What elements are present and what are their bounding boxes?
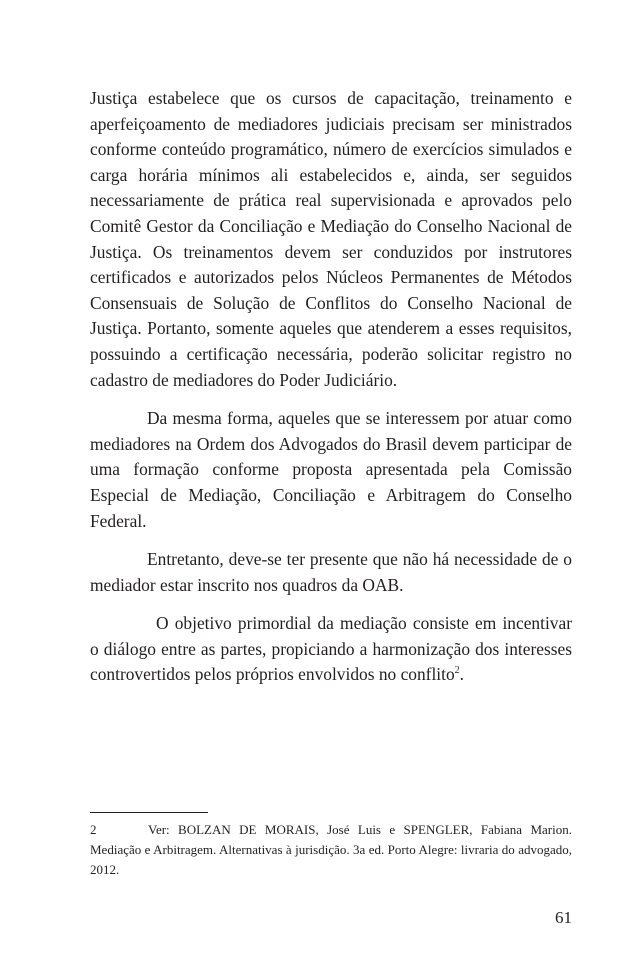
footnote-reference[interactable]: 2	[454, 665, 460, 677]
page-body	[90, 86, 572, 688]
page-number: 61	[555, 908, 572, 927]
paragraph-1: Justiça estabelece que os cursos de capacitação, treinamento e aperfeiçoamento de mediadores judiciais precisam ser ministrados conforme conteúdo programático, número de exercícios simulados e carga horária mínimos ali estabelecidos e, ainda, ser seguidos necessariamente de prática real supervisionada e aprovados pelo Comitê Gestor da Conciliação e Mediação do Conselho Nacional de Justiça. Os treinamentos devem ser conduzidos por instrutores certificados e autorizados pelos Núcleos Permanentes de Métodos Consensuais de Solução de Conflitos do Conselho Nacional de Justiça. Portanto, somente aqueles que atenderem a esses requisitos, possuindo a certificação necessária, poderão solicitar registro no cadastro de mediadores do Poder Judiciário.	[90, 88, 572, 390]
footnote-text: Ver: BOLZAN DE MORAIS, José Luis e SPENGLER, Fabiana Marion. Mediação e Arbitragem. Alternativas à jurisdição. 3a ed. Porto Alegre: livraria do advogado, 2012.	[90, 822, 572, 877]
paragraph-3: Entretanto, deve-se ter presente que não há necessidade de o mediador estar inscrito nos quadros da OAB.	[90, 549, 572, 595]
footnote-number: 2	[90, 822, 97, 837]
paragraph-4	[90, 611, 572, 688]
footnote	[90, 820, 572, 880]
footnote-divider	[90, 812, 208, 813]
paragraph-2: Da mesma forma, aqueles que se interessem por atuar como mediadores na Ordem dos Advogados do Brasil devem participar de uma formação conforme proposta apresentada pela Comissão Especial de Mediação, Conciliação e Arbitragem do Conselho Federal.	[90, 408, 572, 531]
paragraph-4-text: O objetivo primordial da mediação consiste em incentivar o diálogo entre as partes, propiciando a harmonização dos interesses controvertidos pelos próprios envolvidos no conflito	[90, 613, 572, 685]
paragraph-4-end: .	[459, 664, 465, 685]
